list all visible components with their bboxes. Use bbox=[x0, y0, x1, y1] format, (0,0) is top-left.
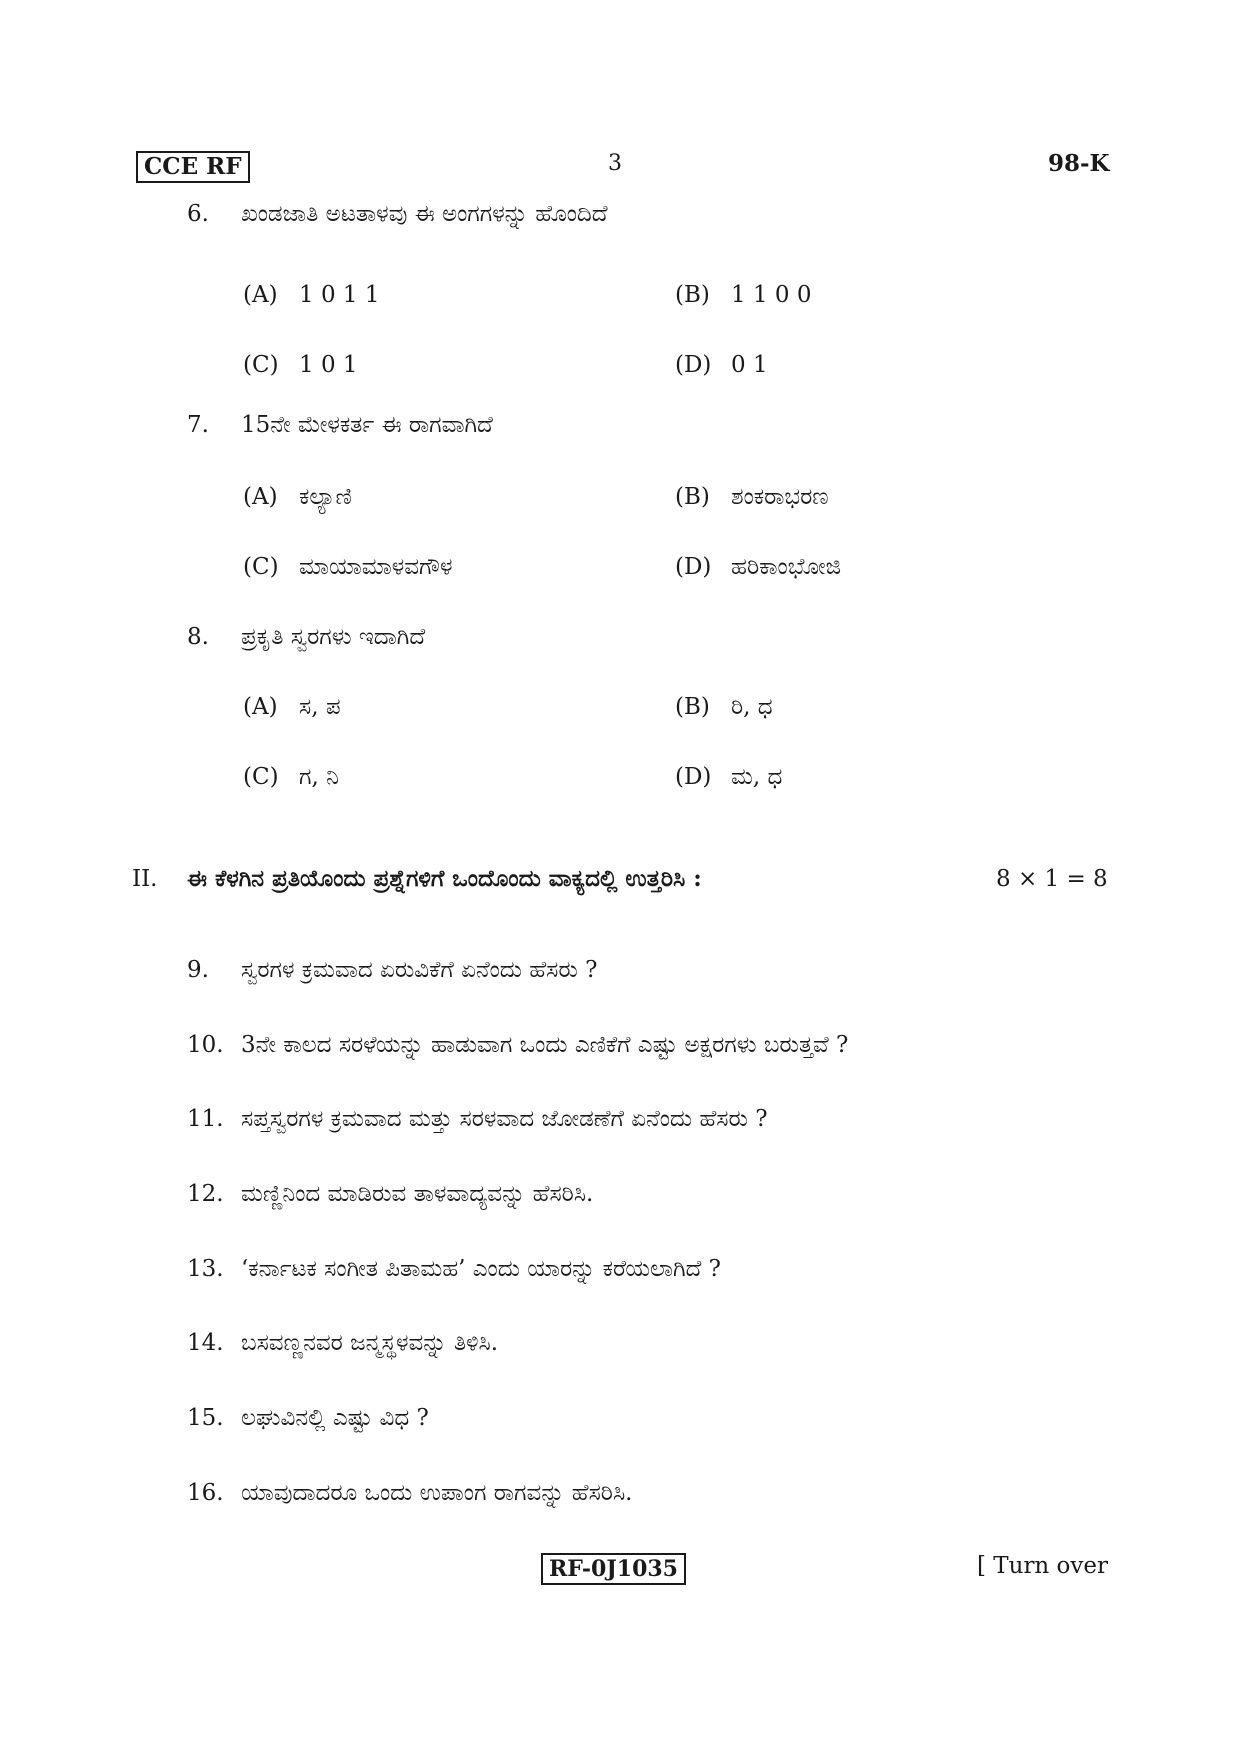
option-label: (D) bbox=[675, 352, 712, 378]
question-12 bbox=[187, 1179, 593, 1209]
option-label: (B) bbox=[675, 694, 710, 720]
option-label: (D) bbox=[675, 764, 712, 790]
paper-code: 98-K bbox=[1048, 150, 1110, 177]
question-8 bbox=[187, 622, 425, 652]
option-text: ಸ, ಪ bbox=[299, 694, 341, 720]
section-2-instruction: ಈ ಕೆಳಗಿನ ಪ್ರತಿಯೊಂದು ಪ್ರಶ್ನೆಗಳಿಗೆ ಒಂದೊಂದು ವಾಕ್ಯದಲ್ಲಿ ಉತ್ತರಿಸಿ : bbox=[187, 865, 702, 892]
question-number: 15. bbox=[187, 1405, 224, 1431]
question-number: 13. bbox=[187, 1256, 224, 1282]
question-text: ಯಾವುದಾದರೂ ಒಂದು ಉಪಾಂಗ ರಾಗವನ್ನು ಹೆಸರಿಸಿ. bbox=[241, 1480, 633, 1506]
question-16 bbox=[187, 1478, 632, 1508]
question-text: ಸ್ವರಗಳ ಕ್ರಮವಾದ ಏರುವಿಕೆಗೆ ಏನೆಂದು ಹೆಸರು ? bbox=[241, 957, 598, 983]
option-text: ಶಂಕರಾಭರಣ bbox=[731, 484, 829, 510]
option-text: 1 0 1 1 bbox=[299, 282, 380, 308]
option-7b bbox=[675, 482, 829, 512]
option-8a bbox=[243, 692, 341, 722]
option-text: ಹರಿಕಾಂಭೋಜಿ bbox=[731, 554, 842, 580]
option-label: (B) bbox=[675, 484, 710, 510]
option-text: ರಿ, ಧ bbox=[731, 694, 773, 720]
question-7 bbox=[187, 410, 493, 440]
question-text: ಬಸವಣ್ಣನವರ ಜನ್ಮಸ್ಥಳವನ್ನು ತಿಳಿಸಿ. bbox=[241, 1330, 499, 1356]
option-8d bbox=[675, 762, 782, 792]
option-text: 1 0 1 bbox=[299, 352, 358, 378]
option-label: (C) bbox=[243, 764, 279, 790]
option-text: ಕಲ್ಯಾಣಿ bbox=[299, 484, 352, 510]
option-label: (A) bbox=[243, 282, 278, 308]
question-number: 16. bbox=[187, 1480, 224, 1506]
option-8c bbox=[243, 762, 339, 792]
exam-code-box: CCE RF bbox=[136, 151, 250, 183]
question-13 bbox=[187, 1254, 721, 1284]
footer-code-box: RF-0J1035 bbox=[541, 1553, 686, 1585]
question-text: ‘ಕರ್ನಾಟಕ ಸಂಗೀತ ಪಿತಾಮಹ’ ಎಂದು ಯಾರನ್ನು ಕರೆಯಲಾಗಿದೆ ? bbox=[241, 1256, 721, 1282]
option-label: (C) bbox=[243, 352, 279, 378]
question-number: 11. bbox=[187, 1106, 224, 1132]
question-number: 12. bbox=[187, 1181, 224, 1207]
option-8b bbox=[675, 692, 773, 722]
option-7c bbox=[243, 552, 452, 582]
section-2-marks: 8 × 1 = 8 bbox=[996, 866, 1108, 892]
question-15 bbox=[187, 1403, 429, 1433]
option-label: (D) bbox=[675, 554, 712, 580]
option-6a bbox=[243, 280, 379, 310]
question-text: ಮಣ್ಣಿನಿಂದ ಮಾಡಿರುವ ತಾಳವಾದ್ಯವನ್ನು ಹೆಸರಿಸಿ. bbox=[241, 1181, 594, 1207]
question-number: 7. bbox=[187, 412, 209, 438]
question-text: ಸಪ್ತಸ್ವರಗಳ ಕ್ರಮವಾದ ಮತ್ತು ಸರಳವಾದ ಜೋಡಣೆಗೆ ಏನೆಂದು ಹೆಸರು ? bbox=[241, 1106, 768, 1132]
question-9 bbox=[187, 955, 598, 985]
question-6 bbox=[187, 199, 608, 229]
section-2-roman: II. bbox=[132, 866, 158, 892]
question-text: ಲಘುವಿನಲ್ಲಿ ಎಷ್ಟು ವಿಧ ? bbox=[241, 1405, 429, 1431]
option-text: 1 1 0 0 bbox=[731, 282, 812, 308]
option-7d bbox=[675, 552, 841, 582]
question-number: 14. bbox=[187, 1330, 224, 1356]
question-text: ಖಂಡಜಾತಿ ಅಟತಾಳವು ಈ ಅಂಗಗಳನ್ನು ಹೊಂದಿದೆ bbox=[241, 201, 608, 227]
option-label: (A) bbox=[243, 484, 278, 510]
question-number: 6. bbox=[187, 201, 209, 227]
option-label: (B) bbox=[675, 282, 710, 308]
page-number: 3 bbox=[608, 151, 622, 176]
question-number: 9. bbox=[187, 957, 209, 983]
option-7a bbox=[243, 482, 352, 512]
option-text: ಮ, ಧ bbox=[731, 764, 783, 790]
option-text: 0 1 bbox=[731, 352, 768, 378]
option-6d bbox=[675, 350, 768, 380]
option-text: ಮಾಯಾಮಾಳವಗೌಳ bbox=[299, 554, 453, 580]
option-6c bbox=[243, 350, 358, 380]
question-11 bbox=[187, 1104, 768, 1134]
question-text: ಪ್ರಕೃತಿ ಸ್ವರಗಳು ಇದಾಗಿದೆ bbox=[241, 624, 426, 650]
question-10 bbox=[187, 1030, 848, 1060]
question-14 bbox=[187, 1328, 498, 1358]
question-number: 8. bbox=[187, 624, 209, 650]
question-text: 15ನೇ ಮೇಳಕರ್ತ ಈ ರಾಗವಾಗಿದೆ bbox=[241, 412, 493, 438]
turn-over-label: [ Turn over bbox=[977, 1553, 1109, 1579]
option-label: (A) bbox=[243, 694, 278, 720]
question-number: 10. bbox=[187, 1032, 224, 1058]
question-text: 3ನೇ ಕಾಲದ ಸರಳೆಯನ್ನು ಹಾಡುವಾಗ ಒಂದು ಎಣಿಕೆಗೆ ಎಷ್ಟು ಅಕ್ಷರಗಳು ಬರುತ್ತವೆ ? bbox=[241, 1032, 849, 1058]
option-text: ಗ, ನಿ bbox=[299, 764, 339, 790]
option-label: (C) bbox=[243, 554, 279, 580]
option-6b bbox=[675, 280, 811, 310]
